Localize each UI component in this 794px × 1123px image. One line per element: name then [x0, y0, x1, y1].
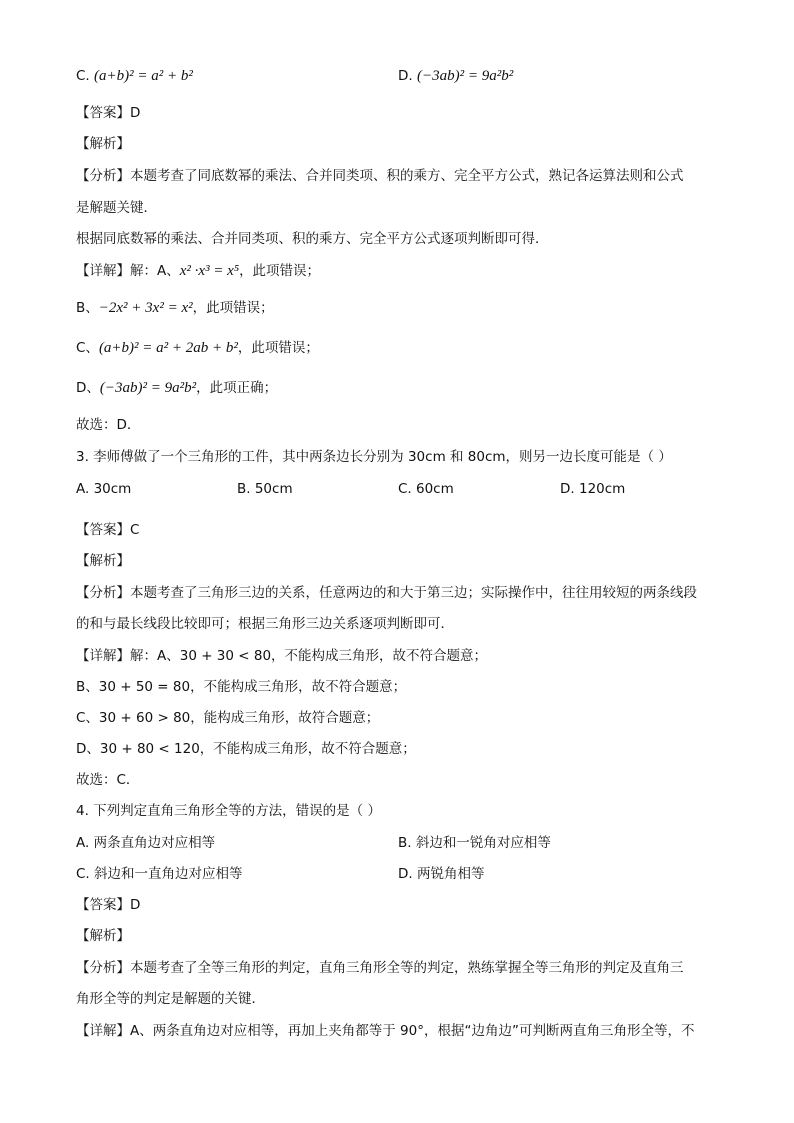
q3-option-d: D. 120cm — [560, 481, 626, 497]
q3-option-c: C. 60cm — [398, 481, 454, 497]
analysis-line: 【分析】本题考查了同底数幂的乘法、合并同类项、积的乘方、完全平方公式，熟记各运算法则和公式 — [76, 168, 684, 184]
analysis-line: 【分析】本题考查了全等三角形的判定，直角三角形全等的判定，熟练掌握全等三角形的判定及直角三 — [76, 960, 684, 976]
detail-line-c: C、30 + 60 > 80，能构成三角形，故符合题意； — [76, 710, 380, 726]
conclusion-line: 故选：C． — [76, 772, 140, 788]
q3-option-b: B. 50cm — [237, 481, 293, 497]
detail-suffix: ，此项错误； — [239, 263, 321, 279]
math-expression: (a+b)² = a² + 2ab + b² — [98, 340, 238, 356]
detail-suffix: ，此项错误； — [237, 340, 319, 356]
detail-prefix: 【详解】解：A、 — [76, 263, 180, 279]
math-expression: (a+b)² = a² + b² — [94, 68, 193, 84]
detail-line-b: B、30 + 50 = 80，不能构成三角形，故不符合题意； — [76, 679, 407, 695]
option-d-prev — [398, 66, 513, 86]
q4-option-c: C. 斜边和一直角边对应相等 — [76, 866, 243, 882]
detail-suffix: ，此项错误； — [192, 300, 274, 316]
math-expression: (−3ab)² = 9a²b² — [416, 68, 514, 84]
detail-line-b — [76, 298, 274, 318]
q3-option-a: A. 30cm — [76, 481, 132, 497]
detail-line-c — [76, 338, 319, 358]
math-expression: −2x² + 3x² = x² — [98, 300, 193, 316]
jiexi-heading: 【解析】 — [76, 928, 130, 944]
jiexi-heading: 【解析】 — [76, 136, 130, 152]
analysis-line: 是解题关键． — [76, 200, 157, 216]
detail-prefix: C、 — [76, 340, 99, 356]
q4-option-d: D. 两锐角相等 — [398, 866, 485, 882]
answer-line: 【答案】D — [76, 897, 141, 913]
option-c-prev — [76, 66, 193, 86]
analysis-line: 【分析】本题考查了三角形三边的关系，任意两边的和大于第三边；实际操作中，往往用较短的两条线段 — [76, 585, 697, 601]
detail-line-d — [76, 378, 277, 398]
analysis-line: 根据同底数幂的乘法、合并同类项、积的乘方、完全平方公式逐项判断即可得． — [76, 231, 549, 247]
option-label: D. — [398, 68, 413, 84]
math-expression: (−3ab)² = 9a²b² — [99, 380, 197, 396]
detail-prefix: B、 — [76, 300, 99, 316]
detail-line-a: 【详解】解：A、30 + 30 < 80，不能构成三角形，故不符合题意； — [76, 648, 488, 664]
question-4-stem: 4. 下列判定直角三角形全等的方法，错误的是（ ） — [76, 803, 381, 819]
analysis-line: 的和与最长线段比较即可；根据三角形三边关系逐项判断即可． — [76, 616, 454, 632]
detail-line-a — [76, 261, 320, 281]
detail-line-d: D、30 + 80 < 120，不能构成三角形，故不符合题意； — [76, 741, 416, 757]
math-expression: x² ·x³ = x⁵ — [179, 263, 240, 279]
question-3-stem: 3. 李师傅做了一个三角形的工件，其中两条边长分别为 30cm 和 80cm，则另一边长度可能是（ ） — [76, 449, 672, 465]
answer-line: 【答案】C — [76, 522, 140, 538]
option-label: C. — [76, 68, 90, 84]
detail-prefix: D、 — [76, 380, 100, 396]
q4-option-b: B. 斜边和一锐角对应相等 — [398, 835, 551, 851]
q4-option-a: A. 两条直角边对应相等 — [76, 835, 216, 851]
answer-line: 【答案】D — [76, 105, 141, 121]
detail-suffix: ，此项正确； — [196, 380, 278, 396]
analysis-line: 角形全等的判定是解题的关键． — [76, 991, 265, 1007]
jiexi-heading: 【解析】 — [76, 553, 130, 569]
conclusion-line: 故选：D． — [76, 417, 141, 433]
detail-line: 【详解】A、两条直角边对应相等，再加上夹角都等于 90°，根据“边角边”可判断两直角三角形全等，不 — [76, 1023, 695, 1039]
